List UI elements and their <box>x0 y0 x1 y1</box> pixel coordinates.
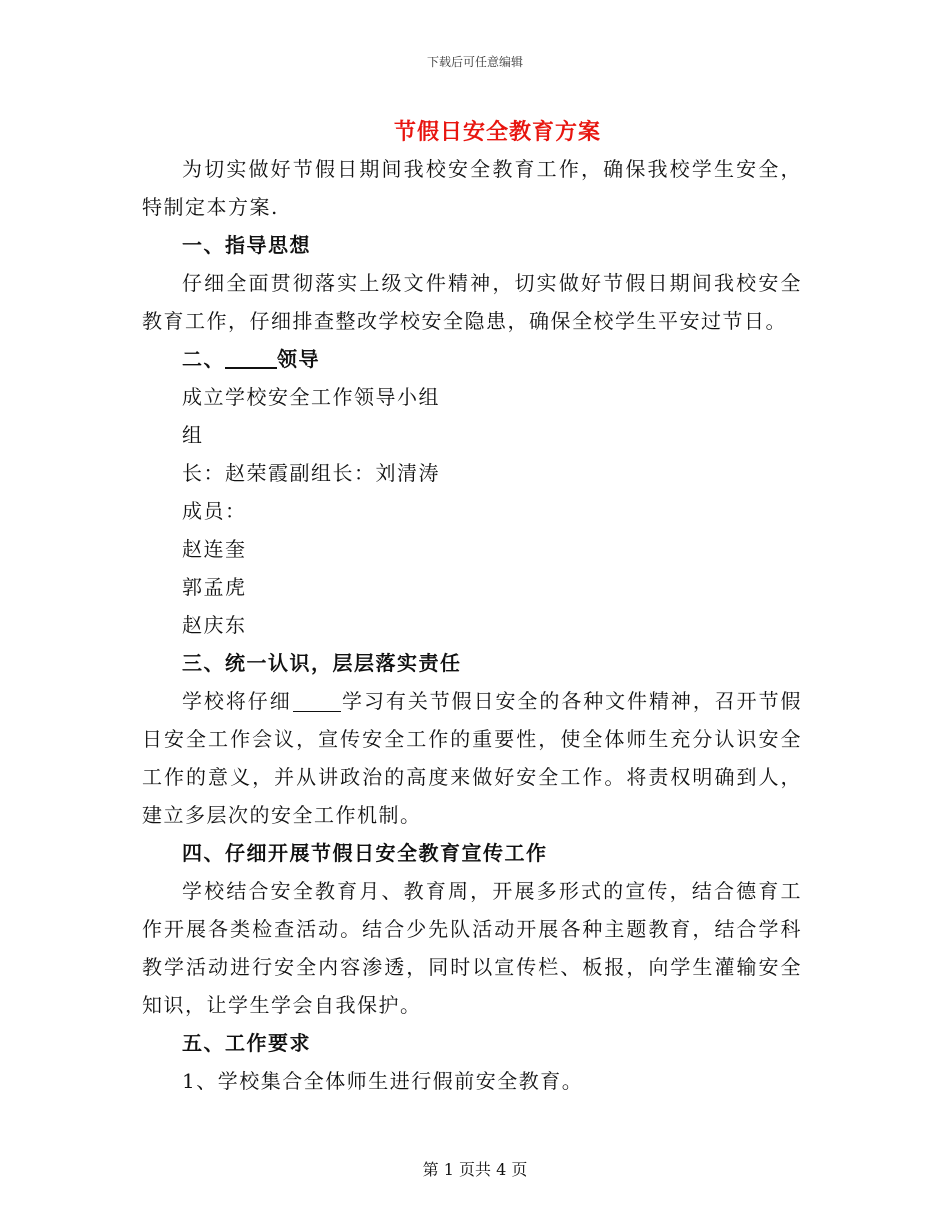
intro-paragraph: 为切实做好节假日期间我校安全教育工作，确保我校学生安全，特制定本方案. <box>142 157 802 219</box>
section-2-heading-prefix: 二、 <box>182 347 225 371</box>
section-2-heading <box>142 340 802 378</box>
section-3-heading: 三、统一认识，层层落实责任 <box>182 651 462 675</box>
section-5-heading: 五、工作要求 <box>182 1031 311 1055</box>
section-2-line: 长：赵荣霞副组长：刘清涛 <box>182 461 440 485</box>
section-2-line: 成立学校安全工作领导小组 <box>182 385 440 409</box>
section-2-line: 赵连奎 <box>182 537 247 561</box>
section-3-text-after: 学习有关节假日安全的各种文件精神，召开节假日安全工作会议，宣传安全工作的重要性，使全体师生充分认识安全工作的意义，并从讲政治的高度来做好安全工作。将责权明确到人，建立多层次的安全工作机制。 <box>142 689 803 827</box>
section-4-text: 学校结合安全教育月、教育周，开展多形式的宣传，结合德育工作开展各类检查活动。结合少先队活动开展各种主题教育，结合学科教学活动进行安全内容渗透，同时以宣传栏、板报，向学生灌输安全知识，让学生学会自我保护。 <box>142 879 802 1017</box>
section-2-heading-suffix: 领导 <box>277 347 320 371</box>
section-3-text-before: 学校将仔细 <box>182 689 292 713</box>
section-1-heading: 一、指导思想 <box>182 233 311 257</box>
section-2-line: 赵庆东 <box>182 613 247 637</box>
section-1-text: 仔细全面贯彻落实上级文件精神，切实做好节假日期间我校安全教育工作，仔细排查整改学校安全隐患，确保全校学生平安过节日。 <box>142 271 802 333</box>
section-2-line: 组 <box>182 423 204 447</box>
heading-blank <box>225 347 277 369</box>
section-2-line: 郭孟虎 <box>182 575 247 599</box>
document-title: 节假日安全教育方案 <box>393 119 601 145</box>
page-header: 下载后可任意编辑 <box>426 55 523 69</box>
section-3-text <box>142 682 802 834</box>
section-5-item-1: 1、学校集合全体师生进行假前安全教育。 <box>182 1069 584 1093</box>
inline-blank <box>293 691 341 712</box>
page-footer: 第 1 页共 4 页 <box>422 1160 528 1179</box>
section-2-line: 成员： <box>182 499 247 523</box>
section-4-heading: 四、仔细开展节假日安全教育宣传工作 <box>182 841 548 865</box>
document-body <box>142 150 802 1100</box>
